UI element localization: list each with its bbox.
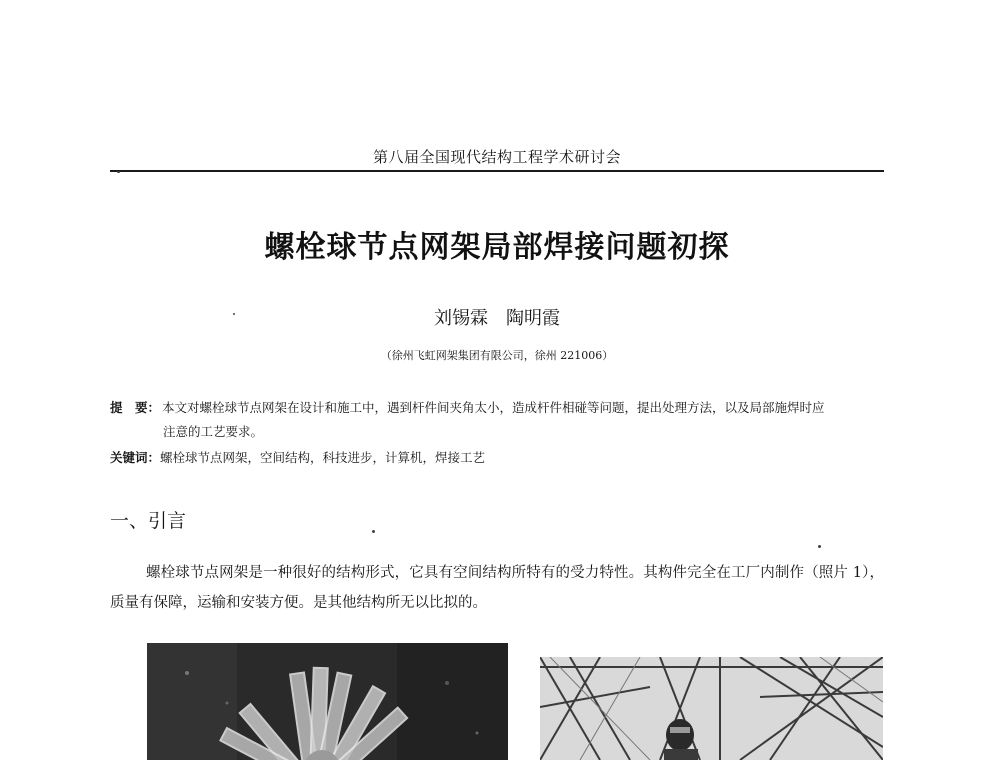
- keywords: [110, 446, 884, 470]
- abstract-text-line1: 本文对螺栓球节点网架在设计和施工中，遇到杆件间夹角太小，造成杆件相碰等问题，提出处理方法，以及局部施焊时应: [162, 400, 825, 415]
- keywords-label: 关键词：: [110, 450, 161, 465]
- running-header: 第八届全国现代结构工程学术研讨会: [372, 148, 621, 166]
- photo-bolt-ball-node: [147, 643, 508, 760]
- photo-bolt-ball-node-drawing: [147, 643, 508, 760]
- scan-speck: [117, 171, 120, 173]
- photo-space-frame-site-drawing: [540, 657, 883, 760]
- paper-authors: 刘锡霖 陶明霞: [434, 308, 560, 329]
- keywords-text: 螺栓球节点网架，空间结构，科技进步，计算机，焊接工艺: [160, 450, 486, 465]
- header-rule: [110, 170, 884, 172]
- scan-speck: [818, 545, 821, 548]
- abstract: [110, 396, 884, 420]
- photo-space-frame-site: [540, 657, 883, 760]
- abstract-label: 提 要：: [110, 400, 161, 415]
- body-paragraph: 螺栓球节点网架是一种很好的结构形式，它具有空间结构所特有的受力特性。其构件完全在工厂内制作（照片 1），质量有保障，运输和安装方便。是其他结构所无以比拟的。: [110, 565, 884, 611]
- section-heading: 一、引言: [110, 510, 187, 532]
- scan-speck: [233, 313, 235, 315]
- paper-title: 螺栓球节点网架局部焊接问题初探: [264, 230, 730, 265]
- paper-affiliation: （徐州飞虹网架集团有限公司，徐州 221006）: [380, 349, 614, 362]
- scan-speck: [372, 530, 375, 533]
- abstract-text-line2: 注意的工艺要求。: [163, 424, 264, 439]
